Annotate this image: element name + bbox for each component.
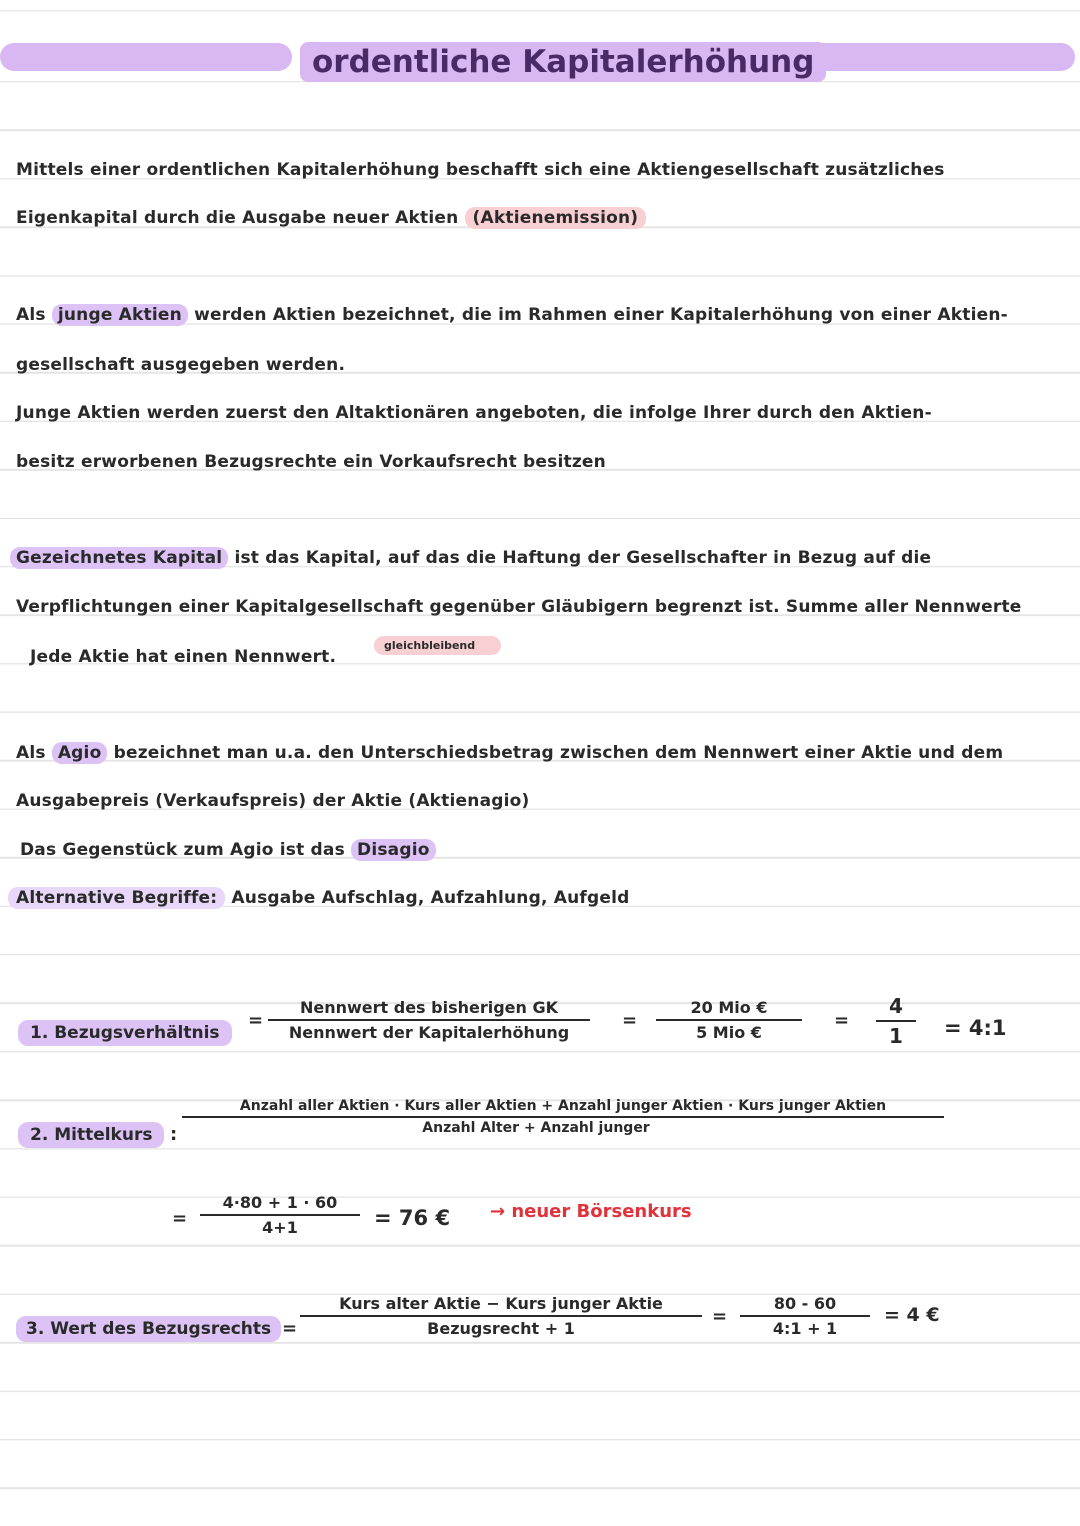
- p4-line1-pre: Als: [16, 743, 46, 763]
- p3-line3-text: Jede Aktie hat einen Nennwert.: [30, 647, 337, 667]
- p1-line1: [16, 158, 945, 182]
- agio-highlight: Agio: [52, 742, 108, 764]
- formula1-eq3: =: [834, 1010, 850, 1031]
- formula3-denominator: Bezugsrecht + 1: [427, 1319, 575, 1338]
- p2-line1: [16, 303, 1008, 327]
- disagio-highlight: Disagio: [351, 839, 436, 861]
- p4-line3-pre: Das Gegenstück zum Agio ist das: [20, 840, 345, 860]
- formula1-fraction-main: [268, 998, 590, 1042]
- aktienemission-highlight: (Aktienemission): [465, 207, 647, 229]
- formula1-denominator: Nennwert der Kapitalerhöhung: [288, 1023, 570, 1042]
- p4-line1-post: bezeichnet man u.a. den Unterschiedsbetrag zwischen dem Nennwert einer Aktie und dem: [113, 743, 1004, 763]
- formula1-fraction-ratio: [876, 994, 916, 1048]
- junge-aktien-highlight: junge Aktien: [52, 304, 188, 326]
- p2-line2-text: gesellschaft ausgegeben werden.: [16, 355, 346, 375]
- formula3-fraction-values: [740, 1294, 870, 1338]
- formula1-eq2: =: [622, 1010, 638, 1031]
- p3-line1-post: ist das Kapital, auf das die Haftung der Gesellschafter in Bezug auf die: [234, 548, 932, 568]
- title-bar-left: [0, 43, 292, 71]
- alternative-begriffe-highlight: Alternative Begriffe:: [8, 887, 225, 909]
- formula1-den-values: 5 Mio €: [696, 1023, 762, 1042]
- p3-line2: [16, 595, 1022, 619]
- formula1-den-ratio: 1: [889, 1024, 903, 1048]
- p3-line1: [10, 546, 931, 570]
- p2-line3: [16, 401, 932, 425]
- p2-line4-text: besitz erworbenen Bezugsrechte ein Vorkaufsrecht besitzen: [16, 452, 606, 472]
- formula2-num-values: 4·80 + 1 · 60: [200, 1193, 360, 1216]
- p2-line3-text: Junge Aktien werden zuerst den Altaktionären angeboten, die infolge Ihrer durch den Aktien-: [16, 403, 932, 423]
- formula3-result: = 4 €: [884, 1304, 940, 1326]
- formula1-fraction-values: [656, 998, 802, 1042]
- formula3-den-values: 4:1 + 1: [772, 1319, 838, 1338]
- p3-line3: [30, 645, 336, 669]
- p2-line1-post: werden Aktien bezeichnet, die im Rahmen einer Kapitalerhöhung von einer Aktien-: [194, 305, 1008, 325]
- formula1-num-values: 20 Mio €: [656, 998, 802, 1021]
- p2-line1-pre: Als: [16, 305, 46, 325]
- formula3-fraction-main: [300, 1294, 702, 1338]
- formula2-numerator: Anzahl aller Aktien · Kurs aller Aktien + Anzahl junger Aktien · Kurs junger Aktien: [182, 1098, 944, 1118]
- p1-line2-text: Eigenkapital durch die Ausgabe neuer Aktien: [16, 208, 459, 228]
- p1-line1-text: Mittels einer ordentlichen Kapitalerhöhung beschafft sich eine Aktiengesellschaft zusätzliches: [16, 160, 945, 180]
- formula1-num-ratio: 4: [876, 994, 916, 1022]
- formula3-eq2: =: [712, 1306, 728, 1327]
- p4-line4: [8, 886, 630, 910]
- p1-line2: [16, 206, 646, 230]
- formula1-eq: =: [248, 1010, 264, 1031]
- p2-line2: [16, 353, 345, 377]
- formula2-denominator: Anzahl Alter + Anzahl junger: [422, 1120, 650, 1136]
- p2-line4: [16, 450, 606, 474]
- formula2-result: = 76 €: [374, 1206, 451, 1230]
- formula2-eq: :: [170, 1124, 178, 1145]
- formula2-den-values: 4+1: [262, 1218, 298, 1237]
- p4-line1: [16, 741, 1003, 765]
- formula1-numerator: Nennwert des bisherigen GK: [268, 998, 590, 1021]
- p4-line3: [20, 838, 436, 862]
- formula3-eq: =: [282, 1318, 298, 1339]
- title-bar-right: [785, 43, 1075, 71]
- formula3-label: 3. Wert des Bezugsrechts: [16, 1316, 281, 1342]
- formula1-result: = 4:1: [944, 1016, 1007, 1040]
- formula3-num-values: 80 - 60: [740, 1294, 870, 1317]
- formula2-label: 2. Mittelkurs: [18, 1122, 164, 1148]
- formula1-label: 1. Bezugsverhältnis: [18, 1020, 232, 1046]
- gleichbleibend-tag: gleichbleibend: [374, 636, 501, 655]
- page-title: ordentliche Kapitalerhöhung: [300, 42, 826, 82]
- formula2-fraction-values: [200, 1193, 360, 1237]
- formula2-fraction-main: [182, 1098, 944, 1136]
- p3-line2-text: Verpflichtungen einer Kapitalgesellschaft gegenüber Gläubigern begrenzt ist. Summe aller Nennwerte: [16, 597, 1022, 617]
- p4-line2: [16, 789, 530, 813]
- formula3-numerator: Kurs alter Aktie − Kurs junger Aktie: [300, 1294, 702, 1317]
- p4-line2-text: Ausgabepreis (Verkaufspreis) der Aktie (Aktienagio): [16, 791, 530, 811]
- gezeichnetes-kapital-highlight: Gezeichnetes Kapital: [10, 547, 228, 569]
- p4-line4-post: Ausgabe Aufschlag, Aufzahlung, Aufgeld: [231, 888, 630, 908]
- formula2-note: → neuer Börsenkurs: [490, 1201, 692, 1222]
- formula2-eq2: =: [172, 1208, 188, 1229]
